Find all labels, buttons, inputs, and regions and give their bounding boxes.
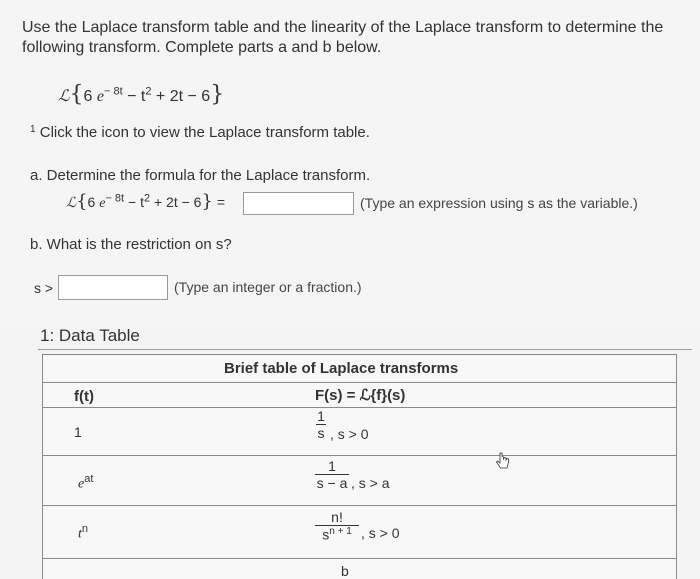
expr-coefficient: 6: [83, 88, 93, 105]
data-table-divider: [38, 349, 692, 350]
right-brace: }: [210, 82, 225, 107]
numerator: 1: [328, 458, 336, 474]
ft-base: e: [78, 476, 85, 492]
laplace-symbol: ℒ: [58, 86, 70, 105]
ft-exponent: at: [84, 473, 94, 485]
row1-fraction: [316, 408, 326, 441]
expr-power: 2: [143, 192, 151, 205]
part-b-answer-input[interactable]: [58, 275, 168, 300]
s-greater-label: s >: [34, 280, 54, 296]
expr-e: e: [96, 88, 104, 105]
row-divider: [43, 505, 676, 506]
part-a-answer-input[interactable]: [243, 192, 354, 215]
ft-base: t: [78, 526, 82, 542]
row3-condition: , s > 0: [361, 525, 400, 541]
expr-exponent: − 8t: [105, 192, 125, 205]
part-b-hint: (Type an integer or a fraction.): [174, 279, 362, 295]
row1-condition: , s > 0: [330, 426, 369, 442]
row-divider: [43, 558, 676, 559]
row2-ft: [78, 473, 93, 493]
denominator: s: [317, 425, 325, 441]
row1-ft: 1: [74, 424, 82, 440]
expr-tail-2: + 2t − 6: [155, 88, 211, 105]
expr-tail-1: − t: [127, 88, 146, 105]
row-divider: [43, 455, 676, 456]
left-brace: {: [76, 191, 88, 212]
den-exponent: n + 1: [329, 526, 352, 537]
denominator: s − a: [316, 475, 348, 491]
expr-tail-1: − t: [128, 194, 144, 210]
right-brace: }: [201, 191, 213, 212]
mouse-cursor-icon: [496, 452, 510, 470]
expr-exponent: − 8t: [104, 85, 123, 98]
part-a-hint: (Type an expression using s as the variable.): [360, 195, 638, 211]
row3-ft: [78, 523, 88, 543]
part-a-label: a. Determine the formula for the Laplace transform.: [30, 167, 371, 184]
table-link-icon[interactable]: 1: [30, 124, 36, 135]
instructions-text: Use the Laplace transform table and the linearity of the Laplace transform to determine the following transform. Complete parts a and b below.: [22, 19, 664, 56]
den-base: s: [322, 526, 330, 543]
numerator: 1: [317, 408, 325, 424]
expr-coefficient: 6: [87, 194, 96, 210]
table-link-text: Click the icon to view the Laplace transform table.: [39, 124, 370, 141]
denominator: [322, 526, 352, 543]
data-table-title: 1: Data Table: [40, 326, 140, 345]
table-link-row[interactable]: [30, 124, 370, 141]
row2-condition: , s > a: [351, 475, 390, 491]
col-header-ft: f(t): [74, 388, 94, 405]
expr-e: e: [99, 196, 106, 211]
numerator: n!: [331, 509, 343, 525]
row-divider: [43, 382, 676, 383]
laplace-symbol: ℒ: [66, 195, 77, 211]
left-brace: {: [69, 82, 84, 107]
row3-fraction: [315, 509, 359, 543]
row4-partial: b: [341, 563, 349, 579]
expr-power: 2: [145, 85, 152, 98]
col-header-Fs: F(s) = ℒ{f}(s): [315, 387, 406, 404]
expr-tail-2: + 2t − 6: [153, 194, 202, 210]
table-caption: Brief table of Laplace transforms: [224, 360, 459, 377]
problem-expression: [58, 82, 224, 107]
row-divider: [43, 407, 676, 408]
part-b-label: b. What is the restriction on s?: [30, 236, 232, 253]
laplace-table: [42, 354, 677, 579]
ft-exponent: n: [81, 523, 89, 535]
row2-fraction: [315, 458, 349, 491]
equals-sign: =: [216, 194, 225, 210]
part-a-expression: [66, 191, 225, 212]
